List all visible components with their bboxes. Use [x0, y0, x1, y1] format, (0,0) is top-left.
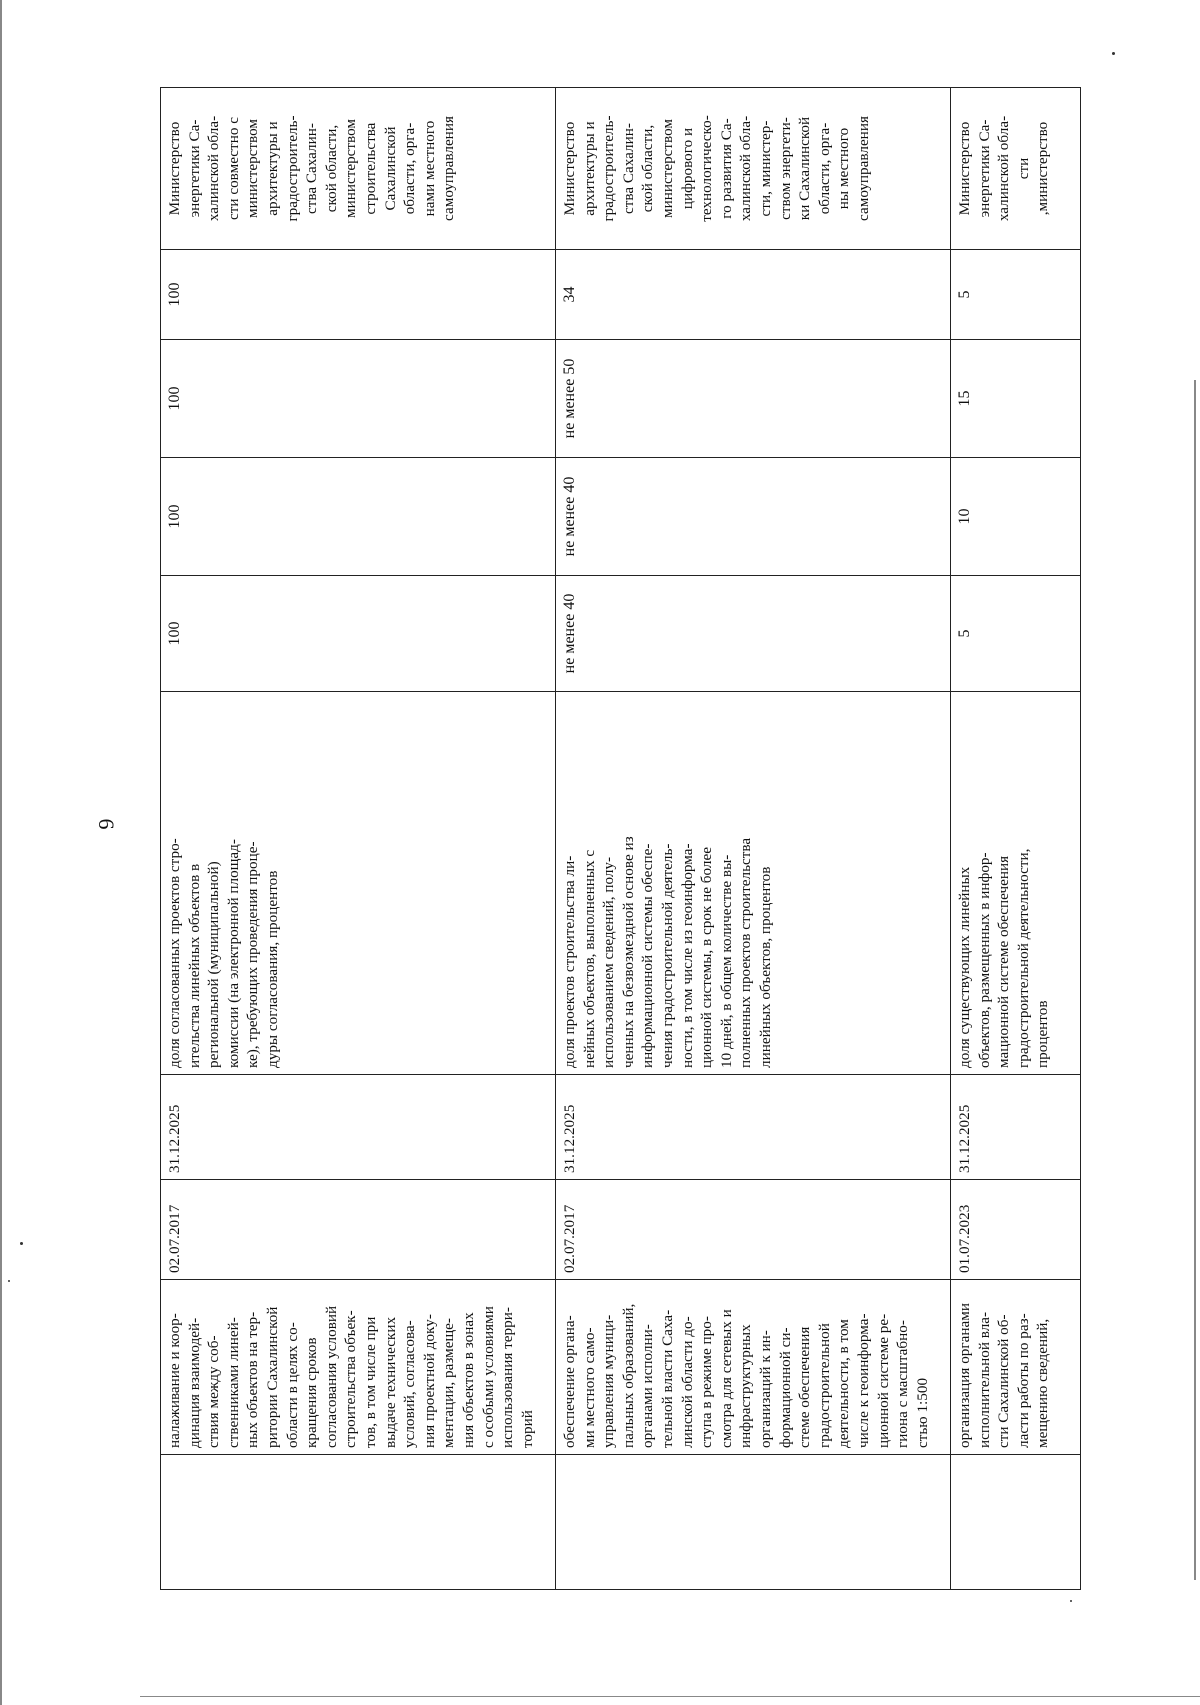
- text-line: ния проектной доку-: [420, 1314, 438, 1448]
- text-line: ционной системы, в срок не более: [698, 847, 716, 1068]
- text-line: инфраструктурных: [737, 1324, 755, 1448]
- cell-value-4: 5: [951, 250, 1081, 340]
- text-line: нейных объектов, выполненных с: [580, 849, 598, 1068]
- text-line: градостроитель-: [600, 115, 618, 222]
- text-line: области в целях со-: [283, 1322, 301, 1448]
- cell-value-2: 100: [161, 458, 556, 576]
- text-line: ствия между соб-: [205, 1335, 223, 1448]
- table-row: [161, 88, 556, 1590]
- text-line: тельной власти Саха-: [658, 1309, 676, 1448]
- table-row: [556, 88, 951, 1590]
- text-line: ласти работы по раз-: [1014, 1313, 1032, 1448]
- text-line: ,министерство: [1034, 121, 1052, 216]
- text-line: ской области,: [639, 124, 657, 213]
- cell-value-3: 15: [951, 340, 1081, 458]
- text-line: Сахалинской: [381, 126, 399, 211]
- text-line: использованием сведений, полу-: [600, 856, 618, 1068]
- cell-number: [556, 1455, 951, 1590]
- cell-start-date: 02.07.2017: [556, 1180, 951, 1280]
- text-line: гиона с масштабно-: [894, 1320, 912, 1448]
- text-line: объектов, размещенных в инфор-: [975, 852, 993, 1068]
- text-line: ментации, размеще-: [440, 1318, 458, 1448]
- text-line: градостроитель-: [283, 115, 301, 222]
- text-line: ской области,: [322, 124, 340, 213]
- cell-measure: [161, 1280, 556, 1455]
- text-line: области, орга-: [815, 122, 833, 215]
- text-line: ционной системе ре-: [874, 1313, 892, 1448]
- text-line: числе к геоинформа-: [854, 1313, 872, 1448]
- text-line: Министерство: [166, 121, 183, 216]
- text-line: сти совместно с: [224, 117, 242, 220]
- text-line: самоуправления: [440, 116, 458, 221]
- text-line: 10 дней, в общем количестве вы-: [717, 854, 735, 1068]
- cell-indicator: [161, 692, 556, 1075]
- text-line: го развития Са-: [717, 118, 735, 219]
- text-line: цифрового и: [678, 127, 696, 210]
- text-line: процентов: [1034, 1000, 1052, 1068]
- text-line: дуры согласования, процентов: [263, 870, 281, 1068]
- text-line: смотра для сетевых и: [717, 1309, 735, 1448]
- cell-value-1: не менее 40: [556, 576, 951, 692]
- text-line: градостроительной: [815, 1323, 833, 1448]
- text-line: строительства: [361, 122, 379, 215]
- text-line: технологическо-: [698, 115, 716, 222]
- cell-value-2: не менее 40: [556, 458, 951, 576]
- text-line: чения градостроительной деятель-: [658, 843, 676, 1068]
- text-line: архитектуры и: [580, 121, 598, 216]
- text-line: мещению сведений,: [1034, 1318, 1052, 1448]
- cell-value-3: 100: [161, 340, 556, 458]
- text-line: ченных на безвозмездной основе из: [619, 836, 637, 1068]
- text-line: линейных объектов, процентов: [756, 866, 774, 1068]
- text-line: с особыми условиями: [479, 1306, 497, 1448]
- text-line: ке), требующих проведения проце-: [244, 841, 262, 1068]
- text-line: линской области до-: [678, 1316, 696, 1448]
- text-line: комиссии (на электронной площад-: [224, 839, 242, 1068]
- text-line: органами исполни-: [639, 1324, 657, 1448]
- text-line: стеме обеспечения: [796, 1326, 814, 1448]
- cell-responsible: [161, 88, 556, 250]
- cell-value-4: 34: [556, 250, 951, 340]
- text-line: ных объектов на тер-: [244, 1311, 262, 1448]
- text-line: кращения сроков: [303, 1337, 321, 1448]
- text-line: ния объектов в зонах: [459, 1312, 477, 1448]
- text-line: Министерство: [561, 121, 578, 216]
- cell-responsible: [556, 88, 951, 250]
- text-line: ступа в режиме про-: [698, 1316, 716, 1448]
- text-line: области, орга-: [401, 122, 419, 215]
- text-line: мационной системе обеспечения: [995, 855, 1013, 1068]
- cell-number: [161, 1455, 556, 1590]
- text-line: энергетики Са-: [975, 119, 993, 218]
- text-line: нами местного: [420, 120, 438, 217]
- text-line: региональной (муниципальной): [205, 861, 223, 1068]
- cell-value-1: 5: [951, 576, 1081, 692]
- text-line: исполнительной вла-: [975, 1311, 993, 1448]
- text-line: организация органами: [956, 1303, 973, 1448]
- text-line: тов, в том числе при: [361, 1316, 379, 1448]
- cell-end-date: 31.12.2025: [556, 1075, 951, 1180]
- text-line: пальных образований,: [619, 1303, 637, 1448]
- rotated-table-container: [160, 88, 1080, 1590]
- text-line: полненных проектов строительства: [737, 837, 755, 1068]
- text-line: доля проектов строительства ли-: [561, 855, 578, 1068]
- text-line: ительства линейных объектов в: [185, 863, 203, 1068]
- text-line: деятельности, в том: [835, 1319, 853, 1448]
- cell-end-date: 31.12.2025: [161, 1075, 556, 1180]
- text-line: халинской обла-: [737, 115, 755, 222]
- cell-responsible: [951, 88, 1081, 250]
- text-line: халинской обла-: [995, 115, 1013, 222]
- text-line: информационной системы обеспе-: [639, 843, 657, 1068]
- text-line: сти Сахалинской об-: [995, 1314, 1013, 1448]
- text-line: организаций к ин-: [756, 1330, 774, 1448]
- scan-speck: [20, 1242, 23, 1245]
- scan-speck: [8, 1280, 10, 1282]
- text-line: ства Сахалин-: [619, 123, 637, 214]
- text-line: министерством: [658, 118, 676, 219]
- text-line: согласования условий: [322, 1305, 340, 1448]
- table-row: [951, 88, 1081, 1590]
- text-line: динация взаимодей-: [185, 1317, 203, 1448]
- text-line: сти, министер-: [756, 120, 774, 217]
- text-line: доля существующих линейных: [956, 866, 973, 1068]
- cell-measure: [556, 1280, 951, 1455]
- cell-value-4: 100: [161, 250, 556, 340]
- text-line: обеспечение органа-: [561, 1315, 578, 1448]
- text-line: ритории Сахалинской: [263, 1306, 281, 1448]
- page-number: 6: [94, 818, 119, 830]
- text-line: выдаче технических: [381, 1316, 399, 1448]
- cell-measure: [951, 1280, 1081, 1455]
- text-line: архитектуры и: [263, 121, 281, 216]
- scan-edge-left: [0, 0, 2, 1705]
- cell-value-2: 10: [951, 458, 1081, 576]
- text-line: ны местного: [835, 127, 853, 210]
- text-line: строительства объек-: [342, 1310, 360, 1448]
- text-line: использования терри-: [499, 1307, 517, 1448]
- text-line: градостроительной деятельности,: [1014, 848, 1032, 1068]
- text-line: ки Сахалинской: [796, 116, 814, 221]
- cell-start-date: 01.07.2023: [951, 1180, 1081, 1280]
- text-line: сти: [1014, 157, 1032, 180]
- text-line: формационной си-: [776, 1327, 794, 1448]
- text-line: условий, согласова-: [401, 1320, 419, 1448]
- text-line: Министерство: [956, 121, 973, 216]
- scan-edge-right: [1194, 380, 1196, 1580]
- measures-table: [160, 87, 1081, 1590]
- text-line: ства Сахалин-: [303, 123, 321, 214]
- text-line: энергетики Са-: [185, 119, 203, 218]
- cell-value-3: не менее 50: [556, 340, 951, 458]
- text-line: халинской обла-: [205, 115, 223, 222]
- cell-indicator: [951, 692, 1081, 1075]
- cell-value-1: 100: [161, 576, 556, 692]
- text-line: самоуправления: [854, 116, 872, 221]
- text-line: торий: [518, 1410, 536, 1448]
- text-line: министерством: [244, 118, 262, 219]
- text-line: стью 1:500: [913, 1377, 931, 1448]
- scan-edge-bottom: [140, 1696, 1200, 1697]
- scan-speck: [1112, 52, 1115, 55]
- text-line: управления муници-: [600, 1314, 618, 1448]
- text-line: доля согласованных проектов стро-: [166, 838, 183, 1068]
- cell-start-date: 02.07.2017: [161, 1180, 556, 1280]
- text-line: ственниками линей-: [224, 1317, 242, 1448]
- text-line: министерством: [342, 118, 360, 219]
- text-line: ности, в том числе из геоинформа-: [678, 843, 696, 1068]
- text-line: ством энергети-: [776, 117, 794, 220]
- cell-end-date: 31.12.2025: [951, 1075, 1081, 1180]
- cell-indicator: [556, 692, 951, 1075]
- text-line: налаживание и коор-: [166, 1313, 183, 1448]
- cell-number: [951, 1455, 1081, 1590]
- scan-speck: [1070, 1600, 1072, 1602]
- table-body: [161, 88, 1081, 1590]
- text-line: ми местного само-: [580, 1327, 598, 1448]
